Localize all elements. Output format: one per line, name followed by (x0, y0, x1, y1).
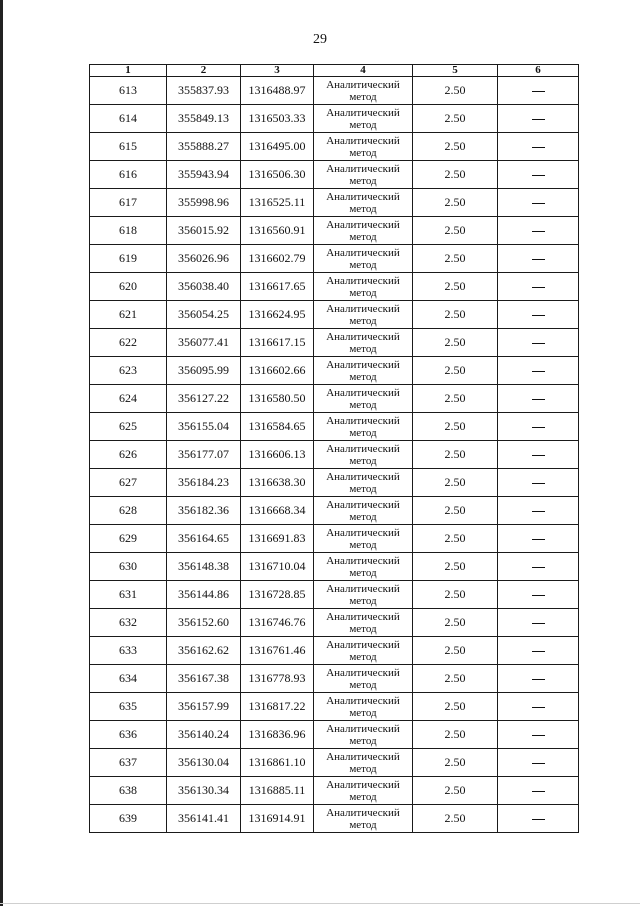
table-row (90, 805, 579, 833)
method-line2: метод (349, 370, 377, 383)
accuracy-value: 2.50 (413, 581, 498, 609)
table-row (90, 693, 579, 721)
description-cell (498, 693, 579, 721)
point-number: 615 (90, 133, 167, 161)
method-line1: Аналитический (326, 246, 400, 259)
coordinate-x: 356177.07 (167, 441, 241, 469)
point-number: 627 (90, 469, 167, 497)
method-line1: Аналитический (326, 274, 400, 287)
column-header: 2 (167, 65, 241, 77)
coordinate-x: 355888.27 (167, 133, 241, 161)
accuracy-value: 2.50 (413, 357, 498, 385)
coordinate-x: 356164.65 (167, 525, 241, 553)
method-line2: метод (349, 314, 377, 327)
accuracy-value: 2.50 (413, 301, 498, 329)
empty-dash (532, 651, 545, 652)
coordinate-y: 1316495.00 (241, 133, 314, 161)
method-line1: Аналитический (326, 750, 400, 763)
point-number: 633 (90, 637, 167, 665)
description-cell (498, 385, 579, 413)
description-cell (498, 609, 579, 637)
method-cell (314, 301, 413, 329)
empty-dash (532, 539, 545, 540)
coordinate-y: 1316885.11 (241, 777, 314, 805)
method-cell (314, 217, 413, 245)
coordinate-y: 1316746.76 (241, 609, 314, 637)
table-row (90, 777, 579, 805)
description-cell (498, 469, 579, 497)
coordinate-y: 1316602.79 (241, 245, 314, 273)
method-line2: метод (349, 230, 377, 243)
column-header: 1 (90, 65, 167, 77)
coordinate-y: 1316503.33 (241, 105, 314, 133)
table-row (90, 357, 579, 385)
coordinate-y: 1316617.15 (241, 329, 314, 357)
empty-dash (532, 483, 545, 484)
point-number: 626 (90, 441, 167, 469)
empty-dash (532, 91, 545, 92)
method-cell (314, 329, 413, 357)
coordinate-x: 356095.99 (167, 357, 241, 385)
column-header: 3 (241, 65, 314, 77)
table-row (90, 329, 579, 357)
point-number: 632 (90, 609, 167, 637)
coordinate-x: 356182.36 (167, 497, 241, 525)
description-cell (498, 637, 579, 665)
method-line2: метод (349, 426, 377, 439)
coordinate-x: 356148.38 (167, 553, 241, 581)
empty-dash (532, 287, 545, 288)
method-cell (314, 749, 413, 777)
description-cell (498, 525, 579, 553)
coordinate-y: 1316710.04 (241, 553, 314, 581)
description-cell (498, 329, 579, 357)
method-line2: метод (349, 762, 377, 775)
coordinate-x: 355943.94 (167, 161, 241, 189)
coordinate-x: 356077.41 (167, 329, 241, 357)
coordinate-x: 356140.24 (167, 721, 241, 749)
accuracy-value: 2.50 (413, 665, 498, 693)
coordinate-y: 1316638.30 (241, 469, 314, 497)
description-cell (498, 273, 579, 301)
coordinate-x: 356130.34 (167, 777, 241, 805)
method-line2: метод (349, 482, 377, 495)
method-line2: метод (349, 566, 377, 579)
table-row (90, 217, 579, 245)
coordinate-y: 1316728.85 (241, 581, 314, 609)
method-cell (314, 581, 413, 609)
accuracy-value: 2.50 (413, 637, 498, 665)
coordinate-y: 1316606.13 (241, 441, 314, 469)
point-number: 637 (90, 749, 167, 777)
description-cell (498, 413, 579, 441)
table-row (90, 721, 579, 749)
coordinate-x: 356152.60 (167, 609, 241, 637)
point-number: 629 (90, 525, 167, 553)
coordinate-y: 1316691.83 (241, 525, 314, 553)
method-cell (314, 721, 413, 749)
empty-dash (532, 679, 545, 680)
point-number: 614 (90, 105, 167, 133)
method-cell (314, 497, 413, 525)
column-header: 6 (498, 65, 579, 77)
empty-dash (532, 511, 545, 512)
description-cell (498, 189, 579, 217)
method-line1: Аналитический (326, 722, 400, 735)
coordinate-y: 1316560.91 (241, 217, 314, 245)
empty-dash (532, 203, 545, 204)
point-number: 636 (90, 721, 167, 749)
method-cell (314, 777, 413, 805)
coordinate-x: 356167.38 (167, 665, 241, 693)
method-line2: метод (349, 734, 377, 747)
method-line2: метод (349, 678, 377, 691)
accuracy-value: 2.50 (413, 441, 498, 469)
coordinate-x: 356157.99 (167, 693, 241, 721)
accuracy-value: 2.50 (413, 189, 498, 217)
empty-dash (532, 595, 545, 596)
method-line1: Аналитический (326, 162, 400, 175)
method-line2: метод (349, 342, 377, 355)
accuracy-value: 2.50 (413, 245, 498, 273)
point-number: 613 (90, 77, 167, 105)
table-row (90, 749, 579, 777)
point-number: 620 (90, 273, 167, 301)
method-line1: Аналитический (326, 498, 400, 511)
method-line1: Аналитический (326, 386, 400, 399)
description-cell (498, 245, 579, 273)
coordinate-x: 356130.04 (167, 749, 241, 777)
coordinate-x: 356184.23 (167, 469, 241, 497)
method-line2: метод (349, 174, 377, 187)
coordinate-x: 356026.96 (167, 245, 241, 273)
point-number: 630 (90, 553, 167, 581)
empty-dash (532, 707, 545, 708)
method-line1: Аналитический (326, 554, 400, 567)
method-line2: метод (349, 454, 377, 467)
coordinate-x: 355837.93 (167, 77, 241, 105)
method-line1: Аналитический (326, 134, 400, 147)
accuracy-value: 2.50 (413, 525, 498, 553)
method-line2: метод (349, 118, 377, 131)
point-number: 638 (90, 777, 167, 805)
method-line1: Аналитический (326, 666, 400, 679)
method-line1: Аналитический (326, 610, 400, 623)
accuracy-value: 2.50 (413, 329, 498, 357)
method-cell (314, 385, 413, 413)
point-number: 619 (90, 245, 167, 273)
method-line2: метод (349, 538, 377, 551)
coordinate-y: 1316580.50 (241, 385, 314, 413)
method-cell (314, 273, 413, 301)
method-line1: Аналитический (326, 218, 400, 231)
coordinate-y: 1316668.34 (241, 497, 314, 525)
method-line1: Аналитический (326, 302, 400, 315)
coordinate-y: 1316506.30 (241, 161, 314, 189)
point-number: 621 (90, 301, 167, 329)
method-cell (314, 441, 413, 469)
method-line2: метод (349, 594, 377, 607)
description-cell (498, 665, 579, 693)
empty-dash (532, 623, 545, 624)
point-number: 639 (90, 805, 167, 833)
point-number: 625 (90, 413, 167, 441)
description-cell (498, 777, 579, 805)
table-header-row (90, 65, 579, 77)
method-cell (314, 189, 413, 217)
table-body (90, 77, 579, 833)
method-line2: метод (349, 706, 377, 719)
empty-dash (532, 371, 545, 372)
method-cell (314, 469, 413, 497)
table-row (90, 637, 579, 665)
accuracy-value: 2.50 (413, 413, 498, 441)
empty-dash (532, 455, 545, 456)
point-number: 624 (90, 385, 167, 413)
accuracy-value: 2.50 (413, 777, 498, 805)
point-number: 631 (90, 581, 167, 609)
description-cell (498, 217, 579, 245)
point-number: 622 (90, 329, 167, 357)
table-row (90, 301, 579, 329)
scan-left-edge (0, 0, 3, 906)
method-cell (314, 665, 413, 693)
table-row (90, 245, 579, 273)
accuracy-value: 2.50 (413, 693, 498, 721)
method-line1: Аналитический (326, 106, 400, 119)
coordinate-y: 1316488.97 (241, 77, 314, 105)
table-row (90, 413, 579, 441)
table-row (90, 133, 579, 161)
point-number: 617 (90, 189, 167, 217)
method-cell (314, 77, 413, 105)
table-row (90, 441, 579, 469)
page-bottom-line (0, 903, 640, 904)
method-line1: Аналитический (326, 470, 400, 483)
description-cell (498, 441, 579, 469)
method-line1: Аналитический (326, 806, 400, 819)
coordinate-x: 356155.04 (167, 413, 241, 441)
description-cell (498, 133, 579, 161)
method-cell (314, 525, 413, 553)
empty-dash (532, 763, 545, 764)
description-cell (498, 497, 579, 525)
coordinate-y: 1316584.65 (241, 413, 314, 441)
method-line1: Аналитический (326, 330, 400, 343)
point-number: 635 (90, 693, 167, 721)
accuracy-value: 2.50 (413, 469, 498, 497)
table-row (90, 161, 579, 189)
method-cell (314, 413, 413, 441)
coordinate-y: 1316861.10 (241, 749, 314, 777)
empty-dash (532, 175, 545, 176)
accuracy-value: 2.50 (413, 497, 498, 525)
method-cell (314, 693, 413, 721)
table-row (90, 525, 579, 553)
coordinate-y: 1316914.91 (241, 805, 314, 833)
table-row (90, 105, 579, 133)
empty-dash (532, 343, 545, 344)
accuracy-value: 2.50 (413, 161, 498, 189)
method-line2: метод (349, 650, 377, 663)
method-line1: Аналитический (326, 78, 400, 91)
accuracy-value: 2.50 (413, 385, 498, 413)
description-cell (498, 553, 579, 581)
accuracy-value: 2.50 (413, 217, 498, 245)
description-cell (498, 805, 579, 833)
coordinate-x: 356141.41 (167, 805, 241, 833)
column-header: 4 (314, 65, 413, 77)
method-line2: метод (349, 258, 377, 271)
description-cell (498, 77, 579, 105)
table-row (90, 77, 579, 105)
coordinate-y: 1316778.93 (241, 665, 314, 693)
method-cell (314, 609, 413, 637)
point-number: 623 (90, 357, 167, 385)
method-cell (314, 133, 413, 161)
description-cell (498, 301, 579, 329)
method-cell (314, 357, 413, 385)
method-cell (314, 161, 413, 189)
method-line2: метод (349, 202, 377, 215)
method-line2: метод (349, 398, 377, 411)
empty-dash (532, 259, 545, 260)
table-row (90, 665, 579, 693)
method-line1: Аналитический (326, 526, 400, 539)
point-number: 618 (90, 217, 167, 245)
accuracy-value: 2.50 (413, 77, 498, 105)
method-line2: метод (349, 510, 377, 523)
table-row (90, 497, 579, 525)
accuracy-value: 2.50 (413, 273, 498, 301)
empty-dash (532, 119, 545, 120)
accuracy-value: 2.50 (413, 749, 498, 777)
description-cell (498, 749, 579, 777)
method-line2: метод (349, 790, 377, 803)
method-line1: Аналитический (326, 414, 400, 427)
coordinate-y: 1316525.11 (241, 189, 314, 217)
method-line1: Аналитический (326, 638, 400, 651)
coordinate-x: 356054.25 (167, 301, 241, 329)
empty-dash (532, 427, 545, 428)
method-line1: Аналитический (326, 694, 400, 707)
empty-dash (532, 399, 545, 400)
table-row (90, 385, 579, 413)
coordinate-y: 1316617.65 (241, 273, 314, 301)
column-header: 5 (413, 65, 498, 77)
coordinate-y: 1316624.95 (241, 301, 314, 329)
method-cell (314, 805, 413, 833)
point-number: 616 (90, 161, 167, 189)
method-line1: Аналитический (326, 778, 400, 791)
coordinate-x: 356144.86 (167, 581, 241, 609)
point-number: 628 (90, 497, 167, 525)
method-line1: Аналитический (326, 190, 400, 203)
method-cell (314, 245, 413, 273)
coordinate-x: 356127.22 (167, 385, 241, 413)
coordinate-y: 1316761.46 (241, 637, 314, 665)
empty-dash (532, 819, 545, 820)
table-row (90, 273, 579, 301)
coordinates-table (89, 64, 579, 833)
coordinate-y: 1316602.66 (241, 357, 314, 385)
method-line2: метод (349, 146, 377, 159)
accuracy-value: 2.50 (413, 133, 498, 161)
method-cell (314, 553, 413, 581)
table-row (90, 609, 579, 637)
accuracy-value: 2.50 (413, 105, 498, 133)
coordinate-y: 1316817.22 (241, 693, 314, 721)
coordinate-x: 355998.96 (167, 189, 241, 217)
empty-dash (532, 735, 545, 736)
coordinate-x: 356015.92 (167, 217, 241, 245)
method-cell (314, 105, 413, 133)
method-line2: метод (349, 818, 377, 831)
coordinate-y: 1316836.96 (241, 721, 314, 749)
description-cell (498, 357, 579, 385)
accuracy-value: 2.50 (413, 805, 498, 833)
coordinate-x: 356162.62 (167, 637, 241, 665)
method-line2: метод (349, 286, 377, 299)
empty-dash (532, 791, 545, 792)
empty-dash (532, 567, 545, 568)
method-line1: Аналитический (326, 358, 400, 371)
description-cell (498, 161, 579, 189)
empty-dash (532, 231, 545, 232)
table-row (90, 469, 579, 497)
coordinate-x: 356038.40 (167, 273, 241, 301)
method-line1: Аналитический (326, 582, 400, 595)
point-number: 634 (90, 665, 167, 693)
method-line2: метод (349, 622, 377, 635)
description-cell (498, 581, 579, 609)
accuracy-value: 2.50 (413, 553, 498, 581)
coordinate-x: 355849.13 (167, 105, 241, 133)
description-cell (498, 105, 579, 133)
method-line1: Аналитический (326, 442, 400, 455)
description-cell (498, 721, 579, 749)
table-row (90, 553, 579, 581)
page-number: 29 (313, 32, 327, 47)
empty-dash (532, 315, 545, 316)
method-cell (314, 637, 413, 665)
method-line2: метод (349, 90, 377, 103)
table-row (90, 581, 579, 609)
empty-dash (532, 147, 545, 148)
accuracy-value: 2.50 (413, 609, 498, 637)
accuracy-value: 2.50 (413, 721, 498, 749)
table-row (90, 189, 579, 217)
